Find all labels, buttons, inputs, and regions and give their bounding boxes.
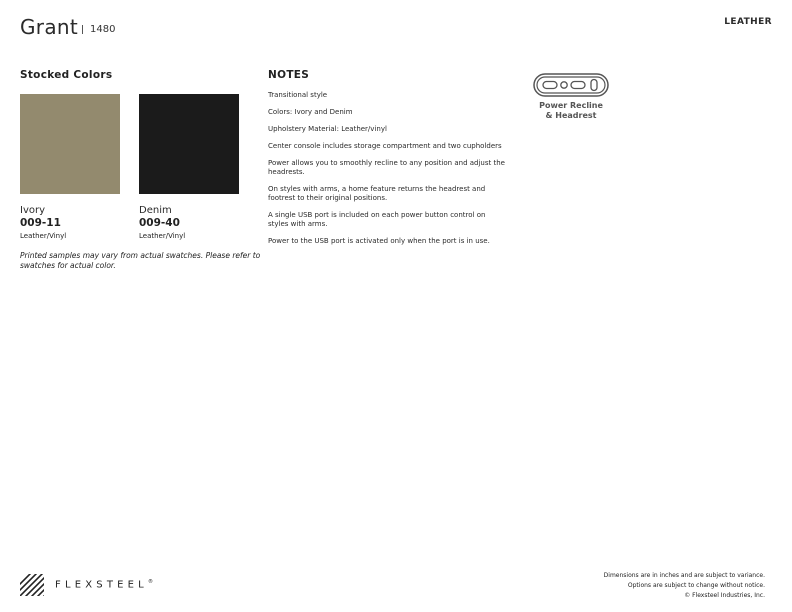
- swatch-code: 009-11: [20, 217, 61, 229]
- footer-line: © Flexsteel Industries, Inc.: [684, 592, 765, 599]
- title-separator: [82, 25, 83, 34]
- note-item: On styles with arms, a home feature returns the headrest and footrest to their original positions.: [268, 185, 486, 202]
- swatch-name: Ivory: [20, 205, 46, 216]
- footer-disclaimer: [604, 571, 765, 601]
- footer-line: Options are subject to change without notice.: [627, 582, 765, 589]
- note-item: Colors: Ivory and Denim: [268, 108, 353, 116]
- note-item: Upholstery Material: Leather/vinyl: [268, 125, 387, 133]
- swatch-label-ivory: [20, 205, 130, 242]
- swatch-disclaimer: Printed samples may vary from actual swatches. Please refer to swatches for actual color.: [20, 251, 261, 270]
- feature-label-line1: Power Recline: [539, 101, 603, 110]
- swatch-label-denim: [139, 205, 249, 242]
- note-item: Center console includes storage compartment and two cupholders: [268, 142, 502, 150]
- feature-label-line2: & Headrest: [545, 111, 597, 120]
- brand-wordmark: [55, 579, 153, 590]
- swatch-name: Denim: [139, 205, 172, 216]
- swatch-ivory: [20, 94, 120, 194]
- notes-heading: NOTES: [268, 69, 310, 81]
- product-name: Grant: [20, 15, 78, 39]
- note-item: Power allows you to smoothly recline to any position and adjust the headrests.: [268, 159, 505, 176]
- note-item: A single USB port is included on each power button control on styles with arms.: [268, 211, 486, 228]
- note-item: Transitional style: [268, 91, 328, 99]
- brand-name: FLEXSTEEL: [55, 579, 148, 591]
- note-item: Power to the USB port is activated only when the port is in use.: [268, 237, 490, 245]
- power-button-icon: [533, 73, 609, 97]
- flexsteel-logo-icon: [20, 574, 44, 596]
- swatch-code: 009-40: [139, 217, 180, 229]
- product-number: 1480: [90, 24, 116, 35]
- trademark-symbol: ®: [147, 579, 153, 585]
- notes-list: [268, 91, 506, 254]
- footer-line: Dimensions are in inches and are subject to variance.: [603, 572, 765, 579]
- feature-label: [531, 101, 611, 121]
- stocked-colors-heading: Stocked Colors: [20, 69, 113, 81]
- swatch-denim: [139, 94, 239, 194]
- swatch-material: Leather/Vinyl: [20, 232, 67, 240]
- category-label: LEATHER: [724, 17, 772, 27]
- swatch-material: Leather/Vinyl: [139, 232, 186, 240]
